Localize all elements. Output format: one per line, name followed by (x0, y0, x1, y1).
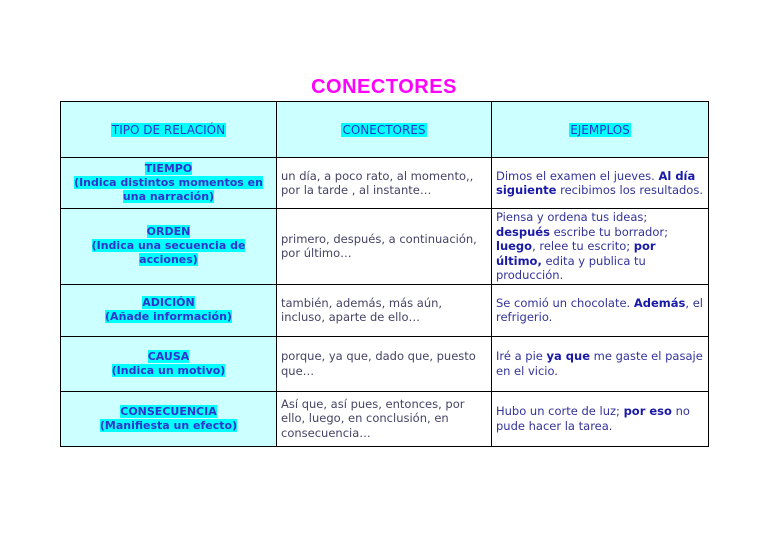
relation-type-cell (61, 284, 277, 336)
example-text: , relee tu escrito; (532, 239, 634, 253)
example-connector-highlight: después (496, 224, 550, 239)
connectors-cell: también, además, más aún, incluso, aparte de ello… (277, 284, 492, 336)
example-text: , el refrigerio. (496, 295, 703, 324)
table-row (61, 336, 709, 391)
header-conectores-label: CONECTORES (342, 122, 426, 137)
example-connector-highlight: por eso (623, 404, 672, 418)
relation-type-desc: (Añade información) (105, 310, 232, 323)
example-cell (492, 209, 709, 285)
example-cell (492, 391, 709, 446)
example-connector-highlight: Además (633, 295, 686, 310)
example-text: Dimos el examen el jueves. (496, 168, 659, 183)
table-row (61, 158, 709, 209)
table-row (61, 284, 709, 336)
relation-type-desc: (Indica una secuencia de acciones) (91, 239, 246, 267)
relation-type-cell (61, 336, 277, 391)
example-cell (492, 336, 709, 391)
header-tipo (61, 102, 277, 158)
connectors-table (60, 101, 709, 447)
relation-type-name: CONSECUENCIA (120, 404, 217, 418)
table-row (61, 391, 709, 446)
relation-type-cell (61, 391, 277, 446)
connectors-cell: primero, después, a continuación, por último… (277, 209, 492, 285)
example-connector-highlight: ya que (546, 349, 591, 363)
relation-type-name: ORDEN (146, 225, 191, 239)
example-text: Hubo un corte de luz; (496, 404, 624, 418)
header-ejemplos (492, 102, 709, 158)
relation-type-name: ADICIÓN (142, 296, 195, 309)
example-text: Iré a pie (496, 349, 547, 363)
connectors-cell: Así que, así pues, entonces, por ello, luego, en conclusión, en consecuencia… (277, 391, 492, 446)
example-text: me gaste el pasaje en el vicio. (496, 349, 703, 378)
example-connector-highlight: luego (496, 239, 533, 253)
connectors-cell: un día, a poco rato, al momento,, por la tarde , al instante… (277, 158, 492, 209)
example-text: recibimos los resultados. (556, 183, 703, 197)
header-ejemplos-label: EJEMPLOS (570, 122, 630, 137)
table-header-row (61, 102, 709, 158)
example-text: Se comió un chocolate. (496, 295, 634, 310)
table-row (61, 209, 709, 285)
relation-type-name: TIEMPO (144, 162, 193, 175)
relation-type-desc: (Indica distintos momentos en una narración) (74, 176, 263, 203)
example-text: edita y publica tu producción. (496, 253, 646, 282)
relation-type-desc: (Indica un motivo) (111, 363, 226, 377)
example-cell (492, 284, 709, 336)
connectors-cell: porque, ya que, dado que, puesto que… (277, 336, 492, 391)
example-connector-highlight: Al día siguiente (496, 168, 696, 197)
example-connector-highlight: por último, (496, 239, 656, 268)
example-text: Piensa y ordena tus ideas; (496, 210, 648, 224)
header-conectores (277, 102, 492, 158)
header-tipo-label: TIPO DE RELACIÓN (111, 122, 226, 137)
page-title: CONECTORES (311, 76, 457, 98)
relation-type-cell (61, 209, 277, 285)
example-cell (492, 158, 709, 209)
relation-type-name: CAUSA (147, 349, 190, 363)
relation-type-desc: (Manifiesta un efecto) (99, 418, 238, 432)
example-text: no pude hacer la tarea. (496, 404, 690, 433)
relation-type-cell (61, 158, 277, 209)
example-text: escribe tu borrador; (549, 224, 668, 239)
